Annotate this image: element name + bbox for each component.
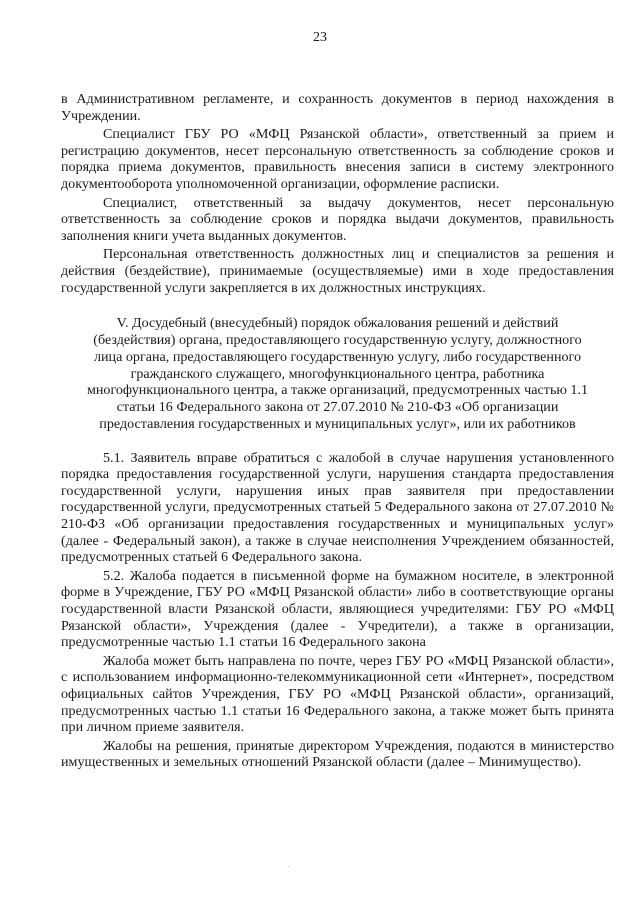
paragraph-issuance-specialist: Специалист, ответственный за выдачу документов, несет персональную ответственность за соблюдение сроков и порядка выдачи документов, правильность заполнения книги учета выданных документов. [61,194,614,244]
page-number: 23 [313,30,327,45]
section-heading-line: лица органа, предоставляющего государственную услугу, либо государственного [93,348,582,365]
paragraph-continuation: в Административном регламенте, и сохранность документов в период нахождения в Учреждении. [61,91,614,124]
scan-speck [288,866,289,867]
section-heading-line: V. Досудебный (внесудебный) порядок обжалования решений и действий [116,315,559,332]
document-body [61,91,614,771]
section-heading-line: (бездействия) органа, предоставляющего государственную услугу, должностного [93,331,582,348]
paragraph-complaint-channels: Жалоба может быть направлена по почте, через ГБУ РО «МФЦ Рязанской области», с использованием информационно-телекоммуникационной сети «Интернет», посредством официальных сайтов Учреждения, ГБУ РО «МФЦ Рязанской области», организаций, предусмотренных частью 1.1 статьи 16 Федерального закона, а также может быть принята при личном приеме заявителя. [61,652,614,736]
paragraph-personal-responsibility: Персональная ответственность должностных лиц и специалистов за решения и действия (бездействие), принимаемые (осуществляемые) ими в ходе предоставления государственной услуги закрепляется в их должностных инструкциях. [61,246,614,296]
section-heading-line: многофункционального центра, а также организаций, предусмотренных частью 1.1 [86,382,589,399]
section-heading-line: предоставления государственных и муниципальных услуг», или их работников [99,415,576,432]
paragraph-5-2: 5.2. Жалоба подается в письменной форме на бумажном носителе, в электронной форме в Учреждение, ГБУ РО «МФЦ Рязанской области» либо в соответствующие органы государственной власти Рязанской области, являющиеся учредителями: ГБУ РО «МФЦ Рязанской области», Учреждения (далее - Учредители), а также в организации, предусмотренные частью 1.1 статьи 16 Федерального закона [61,567,614,651]
section-heading-line: статьи 16 Федерального закона от 27.07.2010 № 210-ФЗ «Об организации [116,399,559,416]
section-heading-line: гражданского служащего, многофункционального центра, работника [130,365,545,382]
section-heading [61,315,614,433]
paragraph-5-1: 5.1. Заявитель вправе обратиться с жалобой в случае нарушения установленного порядка предоставления государственной услуги, нарушения стандарта предоставления государственной услуги, нарушения иных прав заявителя при предоставлении государственной услуги, предусмотренных статьей 5 Федерального закона от 27.07.2010 № 210-ФЗ «Об организации предоставления государственных и муниципальных услуг» (далее - Федеральный закон), а также в случае неисполнения Учреждением обязанностей, предусмотренных статьей 6 Федерального закона. [61,449,614,566]
paragraph-complaints-ministry: Жалобы на решения, принятые директором Учреждения, подаются в министерство имущественных и земельных отношений Рязанской области (далее – Минимущество). [61,737,614,771]
paragraph-registration-specialist: Специалист ГБУ РО «МФЦ Рязанской области», ответственный за прием и регистрацию документов, несет персональную ответственность за соблюдение сроков и порядка приема документов, правильность внесения записи в систему электронного документооборота уполномоченной организации, оформление расписки. [61,126,614,192]
